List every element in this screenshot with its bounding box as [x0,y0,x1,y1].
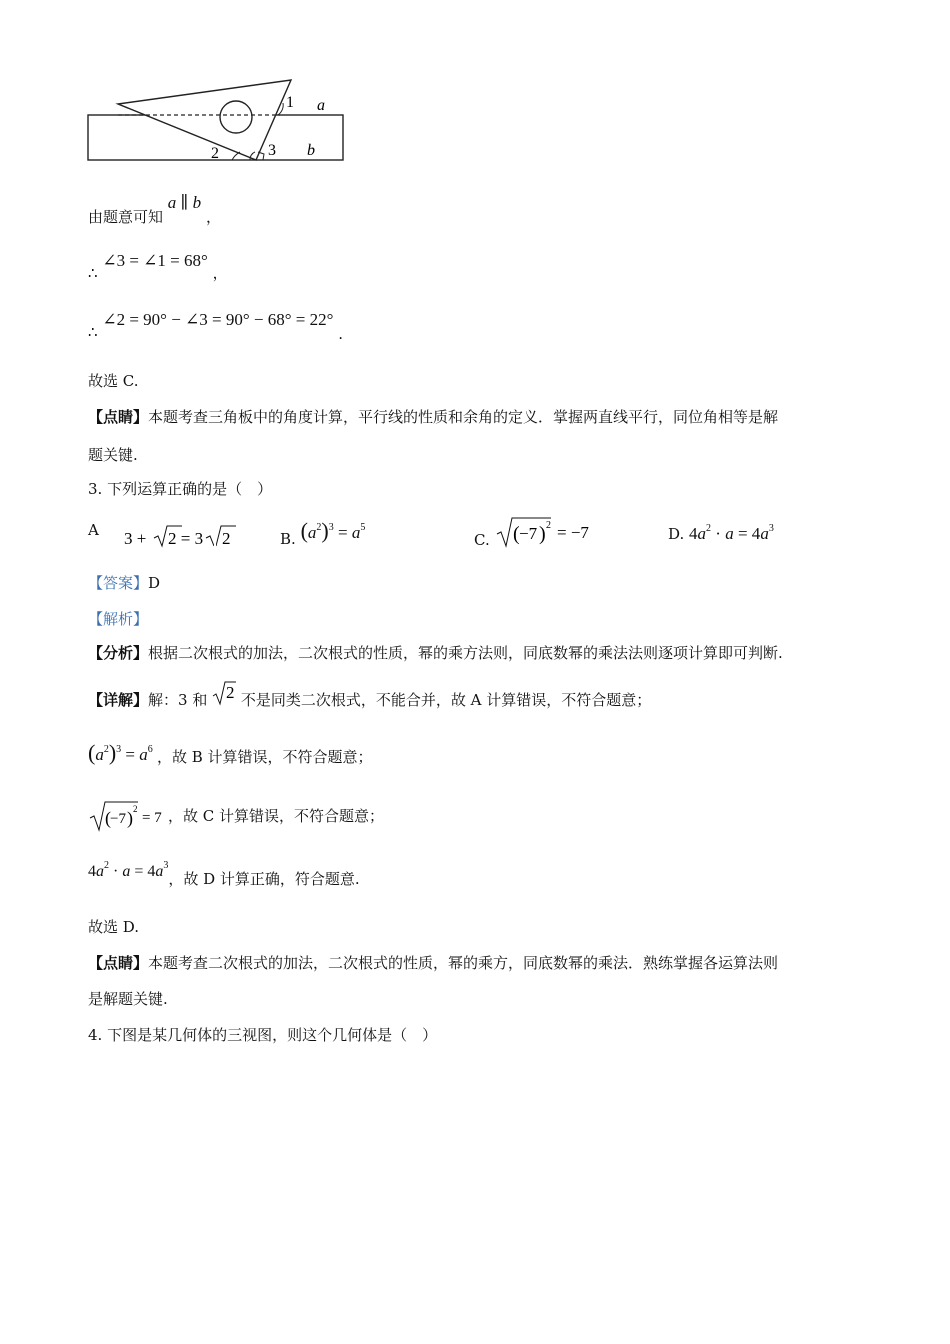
choose-c: 故选 C. [88,372,139,390]
therefore-sign-2: ∴ [88,323,98,341]
opt-a-expr [104,522,214,552]
angle-eq-2: ∠2 = 90° − ∠3 = 90° − 68° = 22° [102,310,334,329]
q3-option-c [474,514,605,548]
detail-d-expr: $4a^2 \cdot a = 4a^3$ [88,860,169,880]
svg-text:= −7: = −7 [556,523,589,542]
svg-text:= 7: = 7 [142,810,162,826]
label-1: 1 [286,94,294,111]
label-a: a [317,97,325,114]
note-1-line1 [88,406,778,427]
answer-line [88,572,160,593]
detail-line1-post: 不是同类二次根式，不能合并，故 A 计算错误，不符合题意； [240,691,652,709]
answer-tag: 【答案】 [88,574,149,592]
svg-text:(: ( [105,808,111,828]
svg-text:): ) [127,808,133,828]
opt-d-label: D. [668,525,685,543]
label-b: b [307,142,315,159]
svg-text:−7: −7 [110,811,126,827]
note-2-text1: 本题考查二次根式的加法，二次根式的性质，幂的乘方，同底数幂的乘法．熟练掌握各运算法则 [148,954,779,972]
q3-option-b [280,518,366,548]
period: . [338,325,344,343]
label-3: 3 [268,142,276,159]
svg-text:(: ( [512,523,520,545]
fenxi-line [88,642,783,663]
comma-2: ， [212,264,228,282]
angle-2-arc [232,152,240,160]
step-angle3 [88,250,228,282]
q3-title: 3. 下列运算正确的是（ ） [88,480,273,498]
detail-line2 [88,740,373,766]
angle-eq-1: ∠3 = ∠1 = 68° [102,251,208,270]
label-2: 2 [211,145,219,162]
detail-line1-pre: 解：3 和 [148,691,208,709]
svg-text:3 +: 3 + [123,529,146,548]
therefore-sign: ∴ [88,264,98,282]
opt-a-expr-tail [216,522,236,552]
svg-text:2: 2 [222,529,231,548]
detail-c-expr [88,798,168,832]
answer-value: D [148,574,161,592]
detail-line1 [88,678,652,709]
detail-line2-post: ，故 B 计算错误，不符合题意； [157,748,373,766]
step-prefix: 由题意可知 [88,208,164,226]
detail-line4 [88,860,360,888]
svg-text:2: 2 [226,683,235,702]
choose-d: 故选 D. [88,918,140,936]
note-2-line2: 是解题关键. [88,990,168,1008]
fenxi-tag: 【分析】 [88,644,149,662]
svg-text:2: 2 [133,804,138,814]
note-2-line1 [88,952,778,973]
opt-a-label: A [88,521,99,539]
step-parallel [88,193,221,226]
comma: ， [205,208,221,226]
opt-d-expr: $4a^2 \cdot a = 4a^3$ [689,523,774,543]
opt-c-label: C. [474,531,490,549]
note-1-tag: 【点睛】 [88,408,149,426]
svg-text:): ) [538,523,546,545]
svg-text:2: 2 [545,520,551,531]
detail-line3 [88,798,384,832]
fenxi-text: 根据二次根式的加法，二次根式的性质，幂的乘方法则，同底数幂的乘法法则逐项计算即可判断. [148,644,783,662]
opt-b-expr: $(a^2)^3 = a^5$ [300,518,366,543]
sqrt2-expr [212,678,236,706]
detail-tag: 【详解】 [88,691,149,709]
detail-b-expr: $(a^2)^3 = a^6$ [88,740,153,765]
geometry-figure [80,72,370,172]
opt-b-label: B. [280,530,296,548]
note-1-line2: 题关键. [88,446,138,464]
detail-line3-post: ，故 C 计算错误，不符合题意； [168,807,385,825]
note-2-tag: 【点睛】 [88,954,149,972]
detail-line4-post: ，故 D 计算正确，符合题意. [168,870,360,888]
triangle-plate [118,80,291,160]
opt-c-expr [495,514,605,548]
svg-text:−7: −7 [518,524,537,543]
q3-option-d [668,524,774,544]
parallel-expr: a ∥ b [167,193,202,212]
q4-title: 4. 下图是某几何体的三视图，则这个几何体是（ ） [88,1026,438,1044]
step-angle2 [88,310,344,343]
note-1-text1: 本题考查三角板中的角度计算，平行线的性质和余角的定义．掌握两直线平行，同位角相等是解 [148,408,779,426]
analysis-tag: 【解析】 [88,610,149,628]
q3-option-a [88,522,236,552]
svg-text:2 = 3: 2 = 3 [167,529,203,548]
